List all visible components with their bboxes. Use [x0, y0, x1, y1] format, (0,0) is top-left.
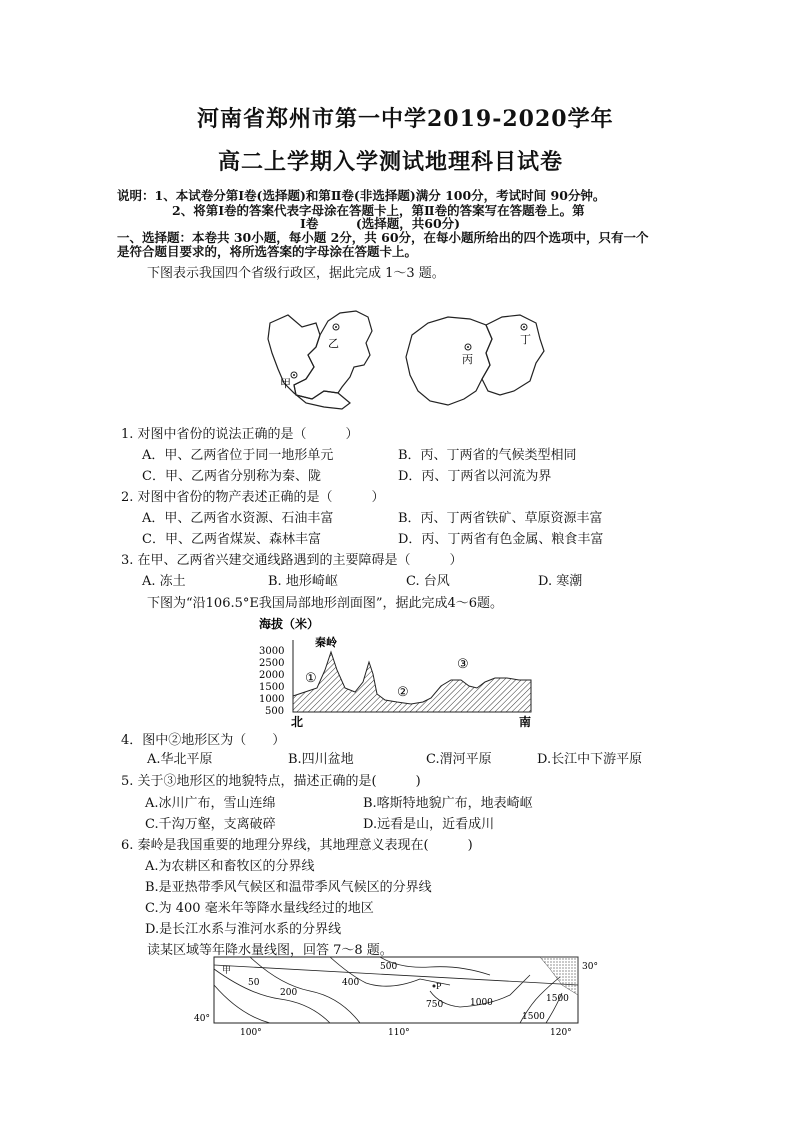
profile-mark-3: ③ — [457, 657, 469, 672]
q6-option-d: D.是长江水系与淮河水系的分界线 — [145, 922, 342, 937]
instructions-line-5: 是符合题目要求的，将所选答案的字母涂在答题卡上。 — [117, 244, 418, 259]
isohyet-label-1500-a: 1500 — [546, 994, 569, 1004]
lon-110: 110° — [388, 1028, 410, 1038]
q3-option-a: A. 冻土 — [142, 574, 186, 589]
profile-mark-2: ② — [397, 685, 409, 700]
isohyet-label-500: 500 — [380, 962, 398, 972]
q2-option-d: D．丙、丁两省有色金属、粮食丰富 — [398, 532, 604, 547]
ytick-500: 500 — [265, 706, 285, 717]
q5-option-d: D.远看是山，近看成川 — [363, 817, 495, 832]
province-ding-outline — [482, 315, 544, 395]
ytick-1500: 1500 — [259, 682, 285, 693]
q4-option-b: B.四川盆地 — [288, 752, 354, 767]
q3-option-c: C. 台风 — [406, 574, 450, 589]
label-jia: 甲 — [280, 377, 291, 390]
profile-peak-label: 秦岭 — [315, 636, 337, 649]
isohyet-map — [190, 955, 610, 1040]
isohyet-label-p: P — [436, 982, 442, 991]
q6-option-a: A.为农耕区和畜牧区的分界线 — [145, 859, 315, 874]
label-yi: 乙 — [328, 337, 339, 350]
question-6: 6. 秦岭是我国重要的地理分界线，其地理意义表现在( ) — [121, 838, 473, 853]
label-ding: 丁 — [520, 333, 531, 346]
province-yi-outline — [294, 311, 372, 399]
lon-120: 120° — [550, 1028, 572, 1038]
isohyet-label-400: 400 — [342, 978, 360, 988]
question-1: 1. 对图中省份的说法正确的是（ ） — [121, 427, 359, 442]
question-2: 2. 对图中省份的物产表述正确的是（ ） — [121, 490, 385, 505]
isohyet-label-1000: 1000 — [470, 998, 493, 1008]
q1-option-d: D．丙、丁两省以河流为界 — [398, 469, 552, 484]
title-line-2: 高二上学期入学测试地理科目试卷 — [218, 149, 564, 175]
q5-option-a: A.冰川广布，雪山连绵 — [145, 796, 276, 811]
intro-7-8: 读某区域等年降水量线图，回答 7～8 题。 — [147, 943, 393, 958]
isohyet-label-750: 750 — [426, 1000, 444, 1010]
profile-north: 北 — [291, 715, 304, 729]
ytick-1000: 1000 — [259, 694, 285, 705]
isohyet-label-1500-b: 1500 — [522, 1012, 545, 1022]
q4-option-c: C.渭河平原 — [426, 752, 492, 767]
q5-option-c: C.千沟万壑，支离破碎 — [145, 817, 276, 832]
q3-option-b: B. 地形崎岖 — [268, 574, 338, 589]
instructions-line-2: 2、将第Ⅰ卷的答案代表字母涂在答题卡上，第Ⅱ卷的答案写在答题卷上。第 — [172, 203, 585, 218]
question-3: 3. 在甲、乙两省兴建交通线路遇到的主要障碍是（ ） — [121, 553, 463, 568]
q1-option-a: A．甲、乙两省位于同一地形单元 — [142, 448, 334, 463]
q2-option-b: B．丙、丁两省铁矿、草原资源丰富 — [398, 511, 603, 526]
q1-option-c: C．甲、乙两省分别称为秦、陇 — [142, 469, 321, 484]
instructions-line-3: Ⅰ卷 (选择题，共60分) — [300, 216, 461, 231]
question-5: 5. 关于③地形区的地貌特点，描述正确的是( ) — [121, 774, 421, 789]
title-line-1: 河南省郑州市第一中学2019-2020学年 — [197, 106, 614, 132]
profile-south: 南 — [519, 715, 532, 729]
q2-option-a: A．甲、乙两省水资源、石油丰富 — [142, 511, 334, 526]
isohyet-label-jia: 甲 — [222, 966, 232, 976]
instructions-line-1: 说明：1、本试卷分第Ⅰ卷(选择题)和第Ⅱ卷(非选择题)满分 100分，考试时间 90分钟。 — [117, 188, 606, 203]
ytick-3000: 3000 — [259, 646, 285, 657]
lat-bottom: 40° — [194, 1014, 210, 1024]
terrain-profile — [255, 612, 545, 730]
terrain-profile-area — [293, 652, 531, 712]
q4-option-a: A.华北平原 — [147, 752, 213, 767]
q6-option-c: C.为 400 毫米年等降水量线经过的地区 — [145, 901, 374, 916]
lat-top: 30° — [582, 962, 598, 972]
q1-option-b: B．丙、丁两省的气候类型相同 — [398, 448, 577, 463]
ytick-2000: 2000 — [259, 670, 285, 681]
ytick-2500: 2500 — [259, 658, 285, 669]
province-bing-outline — [406, 317, 492, 405]
q4-option-d: D.长江中下游平原 — [537, 752, 643, 767]
q6-option-b: B.是亚热带季风气候区和温带季风气候区的分界线 — [145, 880, 432, 895]
profile-ylabel: 海拔（米） — [259, 617, 320, 631]
intro-1-3: 下图表示我国四个省级行政区，据此完成 1～3 题。 — [147, 266, 445, 281]
label-bing: 丙 — [462, 353, 473, 366]
intro-4-6: 下图为“沿106.5°E我国局部地形剖面图”，据此完成4～6题。 — [147, 596, 504, 611]
profile-mark-1: ① — [305, 671, 317, 686]
isohyet-label-200: 200 — [280, 988, 298, 998]
instructions-line-4: 一、选择题：本卷共 30小题，每小题 2分，共 60分，在每小题所给出的四个选项中，只有一个 — [117, 230, 649, 245]
province-map — [250, 295, 550, 415]
isohyet-label-50: 50 — [248, 978, 260, 988]
lon-100: 100° — [240, 1028, 262, 1038]
q5-option-b: B.喀斯特地貌广布，地表崎岖 — [363, 796, 533, 811]
q2-option-c: C．甲、乙两省煤炭、森林丰富 — [142, 532, 321, 547]
question-4: 4．图中②地形区为（ ） — [121, 733, 286, 748]
q3-option-d: D. 寒潮 — [538, 574, 583, 589]
